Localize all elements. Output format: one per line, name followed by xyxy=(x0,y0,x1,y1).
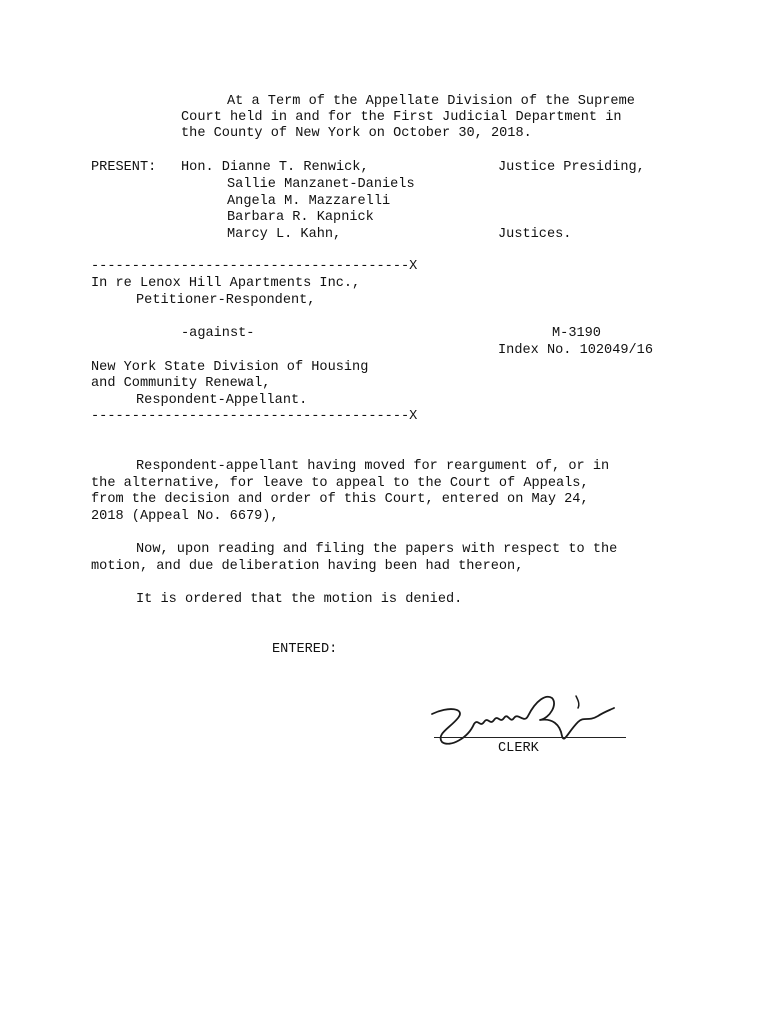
term-line-2: Court held in and for the First Judicial Department in xyxy=(181,110,622,125)
signature-line xyxy=(434,737,626,738)
order-text: It is ordered that the motion is denied. xyxy=(136,592,463,607)
present-label: PRESENT: xyxy=(91,160,157,175)
index-number: Index No. 102049/16 xyxy=(498,343,653,358)
justices-role: Justices. xyxy=(498,227,572,242)
justice-name: Angela M. Mazzarelli xyxy=(227,194,391,209)
respondent-name-line-2: and Community Renewal, xyxy=(91,376,271,391)
term-line-3: the County of New York on October 30, 2018. xyxy=(181,126,532,141)
clerk-label: CLERK xyxy=(498,741,539,756)
justice-name: Hon. Dianne T. Renwick, xyxy=(181,160,369,175)
respondent-name-line-1: New York State Division of Housing xyxy=(91,360,369,375)
caption-rule-bottom: ---------------------------------------X xyxy=(91,409,418,424)
justice-name: Barbara R. Kapnick xyxy=(227,210,374,225)
justice-name: Marcy L. Kahn, xyxy=(227,227,342,242)
petitioner-role: Petitioner-Respondent, xyxy=(136,293,316,308)
respondent-role: Respondent-Appellant. xyxy=(136,393,308,408)
paragraph-1-line: the alternative, for leave to appeal to the Court of Appeals, xyxy=(91,476,589,491)
presiding-role: Justice Presiding, xyxy=(498,160,645,175)
entered-label: ENTERED: xyxy=(272,642,338,657)
paragraph-1-line: Respondent-appellant having moved for reargument of, or in xyxy=(136,459,610,474)
clerk-signature xyxy=(428,688,618,748)
justice-name: Sallie Manzanet-Daniels xyxy=(227,177,415,192)
paragraph-1-line: from the decision and order of this Court, entered on May 24, xyxy=(91,492,589,507)
motion-number: M-3190 xyxy=(552,326,601,341)
paragraph-1-line: 2018 (Appeal No. 6679), xyxy=(91,509,279,524)
caption-rule-top: ---------------------------------------X xyxy=(91,259,418,274)
paragraph-2-line: motion, and due deliberation having been had thereon, xyxy=(91,559,524,574)
paragraph-2-line: Now, upon reading and filing the papers with respect to the xyxy=(136,542,618,557)
petitioner-name: In re Lenox Hill Apartments Inc., xyxy=(91,276,361,291)
term-line-1: At a Term of the Appellate Division of the Supreme xyxy=(227,94,635,109)
against-label: -against- xyxy=(181,326,255,341)
